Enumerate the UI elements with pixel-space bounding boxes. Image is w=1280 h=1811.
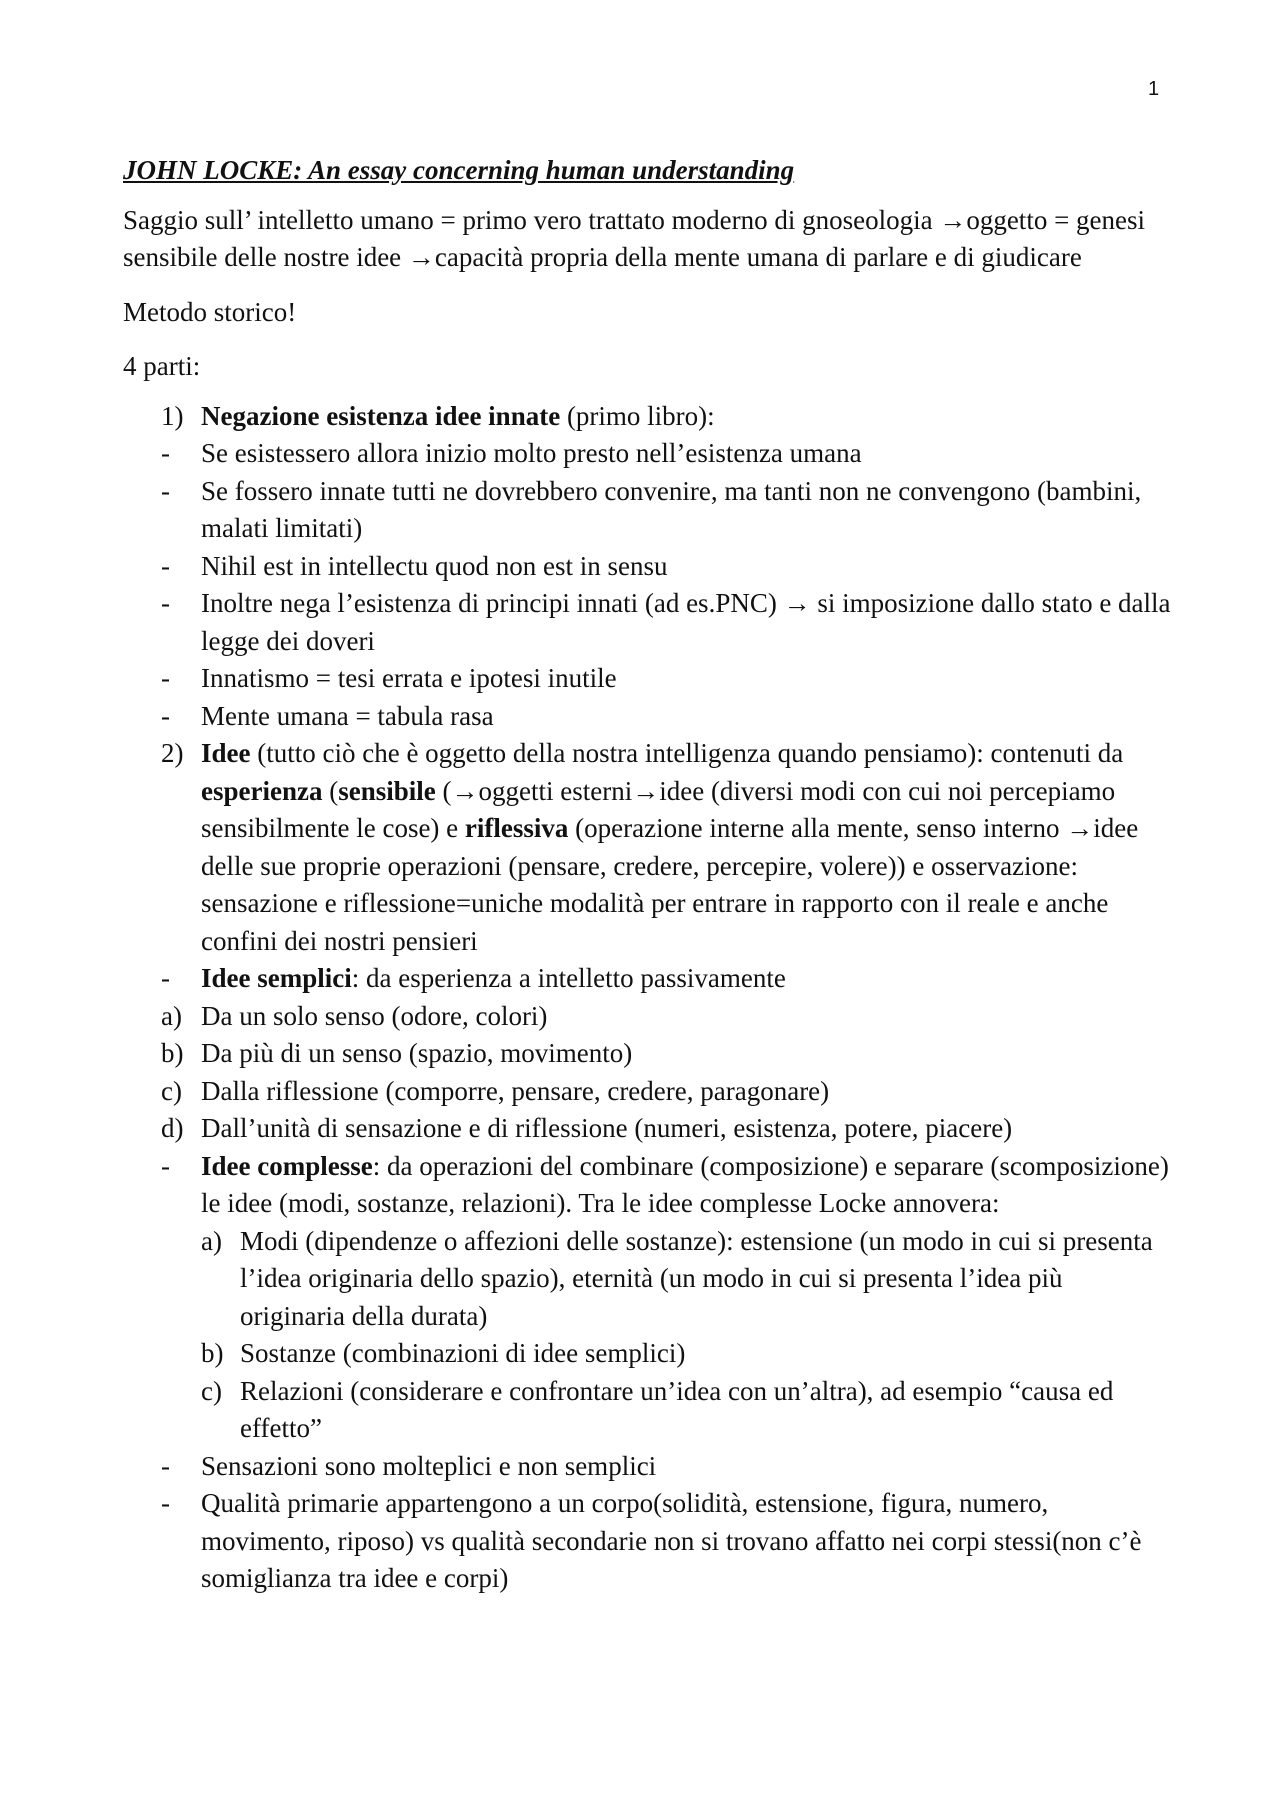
arrow-icon: → <box>939 204 967 235</box>
dash-marker: - <box>161 1488 170 1518</box>
arrow-icon: → <box>783 588 811 618</box>
item-text: idee delle sue proprie operazioni (pensare, credere, percepire, volere)) e osservazione: sensazione e riflessione=uniche modalità per entrare in rapporto con il reale e anche confini dei nostri pensieri <box>201 813 1139 956</box>
list-item <box>123 998 1173 1036</box>
intro-text-3: capacità propria della mente umana di parlare e di giudicare <box>434 242 1082 272</box>
item-text: Mente umana = tabula rasa <box>201 700 494 731</box>
letter-marker: a) <box>161 1000 182 1031</box>
item-text: : da esperienza a intelletto passivamente <box>351 963 786 993</box>
item-text: (tutto ciò che è oggetto della nostra intelligenza quando pensiamo): contenuti da <box>250 738 1124 768</box>
bold-term: Idee complesse <box>201 1150 373 1181</box>
letter-marker: b) <box>201 1338 224 1368</box>
letter-marker: c) <box>161 1075 182 1106</box>
letter-marker: b) <box>161 1038 184 1068</box>
dash-marker: - <box>161 550 170 581</box>
item-text: Relazioni (considerare e confrontare un’idea con un’altra), ad esempio “causa ed effetto” <box>240 1375 1114 1443</box>
list-item-2 <box>123 735 1173 960</box>
bold-term: riflessiva <box>464 813 569 843</box>
item-text: Sostanze (combinazioni di idee semplici) <box>240 1338 686 1368</box>
list-item <box>123 435 1173 473</box>
intro-text-1: Saggio sull’ intelletto umano = primo vero trattato moderno di gnoseologia <box>123 204 933 235</box>
item-heading: Idee <box>201 738 251 768</box>
arrow-icon: → <box>632 775 660 806</box>
dash-marker: - <box>161 438 170 468</box>
item-text: Se fossero innate tutti ne dovrebbero convenire, ma tanti non ne convengono (bambini, malati limitati) <box>201 475 1142 543</box>
bold-term: esperienza <box>201 775 323 806</box>
dash-marker: - <box>161 475 170 506</box>
sub-list-item <box>123 1373 1173 1448</box>
list-item-1 <box>123 398 1173 436</box>
arrow-icon: → <box>451 775 479 806</box>
bold-term: Idee semplici <box>201 963 352 993</box>
intro-paragraph <box>123 202 1173 277</box>
letter-marker: c) <box>201 1375 222 1406</box>
method-line: Metodo storico! <box>123 296 297 327</box>
item-text: Dall’unità di sensazione e di riflessione (numeri, esistenza, potere, piacere) <box>201 1113 1013 1143</box>
item-text: Dalla riflessione (comporre, pensare, credere, paragonare) <box>201 1075 830 1106</box>
dash-marker: - <box>161 700 170 731</box>
page-title: JOHN LOCKE: An essay concerning human understanding <box>123 155 795 185</box>
outline-list <box>123 398 1173 1598</box>
dash-marker: - <box>161 963 170 993</box>
dash-marker: - <box>161 1150 170 1181</box>
dash-marker: - <box>161 588 170 618</box>
letter-marker: d) <box>161 1113 184 1143</box>
arrow-icon: → <box>407 242 435 272</box>
item-text: Da un solo senso (odore, colori) <box>201 1000 548 1031</box>
arrow-icon: → <box>1066 813 1094 843</box>
dash-marker: - <box>161 663 170 693</box>
list-item <box>123 548 1173 586</box>
bold-term: sensibile <box>338 775 436 806</box>
item-text: si imposizione dallo stato e dalla legge dei doveri <box>201 588 1171 656</box>
list-item <box>123 960 1173 998</box>
list-item <box>123 660 1173 698</box>
list-marker: 1) <box>161 400 184 431</box>
item-heading: Negazione esistenza idee innate <box>201 400 561 431</box>
list-item <box>123 1148 1173 1223</box>
list-item <box>123 1035 1173 1073</box>
item-text: Sensazioni sono molteplici e non semplici <box>201 1450 657 1481</box>
item-text: ( <box>322 775 339 806</box>
item-text: Da più di un senso (spazio, movimento) <box>201 1038 633 1068</box>
document-body <box>123 152 1173 1598</box>
item-text: Qualità primarie appartengono a un corpo(solidità, estensione, figura, numero, movimento, riposo) vs qualità secondarie non si trovano affatto nei corpi stessi(non c’è somiglianza tra idee e corpi) <box>201 1488 1142 1593</box>
list-item <box>123 585 1173 660</box>
item-text: Innatismo = tesi errata e ipotesi inutile <box>201 663 617 693</box>
letter-marker: a) <box>201 1225 222 1256</box>
list-item <box>123 1110 1173 1148</box>
item-text: oggetti esterni <box>478 775 633 806</box>
intro-text-2: oggetto = genesi sensibile delle nostre idee <box>123 204 1146 272</box>
parts-heading: 4 parti: <box>123 351 201 381</box>
sub-list-item <box>123 1335 1173 1373</box>
dash-marker: - <box>161 1450 170 1481</box>
item-text: (primo libro): <box>560 400 715 431</box>
item-text: idee (diversi modi con cui noi percepiamo sensibilmente le cose) e <box>201 775 1116 843</box>
item-text: Inoltre nega l’esistenza di principi innati (ad es.PNC) <box>201 588 784 618</box>
item-text: ( <box>435 775 452 806</box>
page-number: 1 <box>1148 78 1160 100</box>
sub-list-item <box>123 1223 1173 1336</box>
item-text: : da operazioni del combinare (composizione) e separare (scomposizione) le idee (modi, sostanze, relazioni). Tra le idee complesse Locke annovera: <box>201 1150 1169 1218</box>
list-marker: 2) <box>161 738 184 768</box>
list-item <box>123 1485 1173 1598</box>
list-item <box>123 1073 1173 1111</box>
list-item <box>123 698 1173 736</box>
item-text: Modi (dipendenze o affezioni delle sostanze): estensione (un modo in cui si presenta l’idea originaria dello spazio), eternità (un modo in cui si presenta l’idea più originaria della durata) <box>240 1225 1153 1331</box>
list-item <box>123 1448 1173 1486</box>
item-text: (operazione interne alla mente, senso interno <box>568 813 1067 843</box>
item-text: Nihil est in intellectu quod non est in sensu <box>201 550 668 581</box>
list-item <box>123 473 1173 548</box>
item-text: Se esistessero allora inizio molto presto nell’esistenza umana <box>201 438 862 468</box>
